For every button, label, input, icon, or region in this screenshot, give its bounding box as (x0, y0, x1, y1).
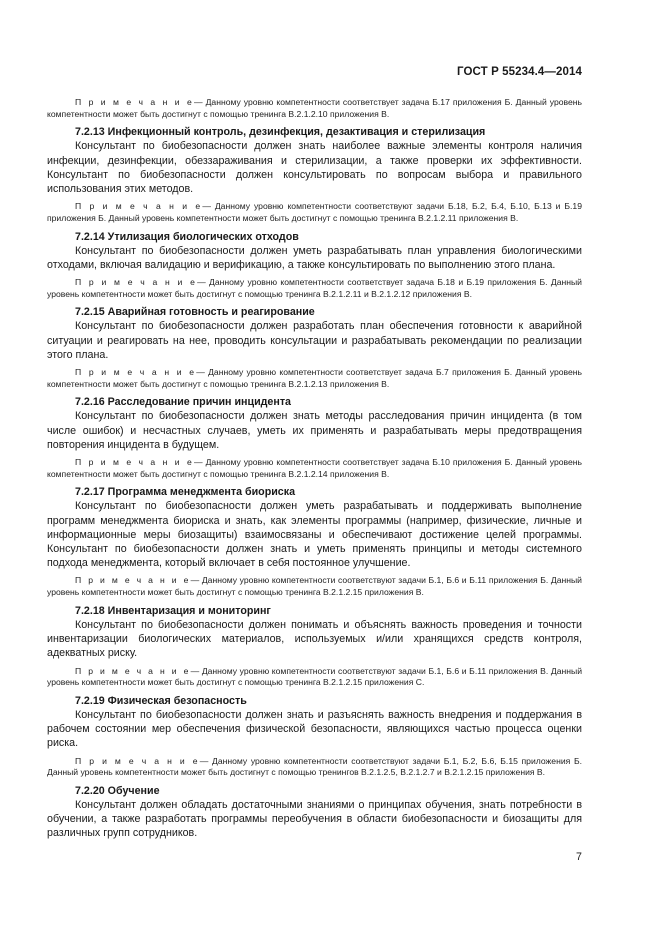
section-title: 7.2.16 Расследование причин инцидента (75, 396, 291, 409)
note-label: П р и м е ч а н и е (75, 201, 203, 212)
note-text: — Данному уровню компетентности соответствуют задачи Б.18, Б.2, Б.4, Б.10, Б.13 и Б.19 приложения Б. Данный уровень компетентности может быть достигнут с помощью тренинга В.2.1.2.11 приложения В. (47, 201, 582, 223)
note-text: — Данному уровню компетентности соответствует задача Б.10 приложения Б. Данный уровень компетентности может быть достигнут с помощью тренинга В.2.1.2.14 приложения В. (47, 457, 582, 479)
document-header: ГОСТ Р 55234.4—2014 (457, 66, 582, 78)
note-text: — Данному уровню компетентности соответствуют задачи Б.1, Б.6 и Б.11 приложения В. Данный уровень компетентности может быть достигнут с помощью тренинга В.2.1.2.15 приложения С. (47, 665, 582, 688)
section-text: Консультант по биобезопасности должен уметь разрабатывать план управления биологическими отходами, включая валидацию и верификацию, а также консультировать по выполнению этого плана. (47, 244, 582, 271)
section-note (47, 367, 582, 390)
section-7-2-14 (47, 230, 582, 301)
note-label: П р и м е ч а н и е (75, 755, 200, 766)
document-body (47, 97, 582, 845)
section-title: 7.2.18 Инвентаризация и мониторинг (75, 604, 271, 617)
note-label: П р и м е ч а н и е (75, 665, 191, 676)
section-text: Консультант по биобезопасности должен знать и разъяснять важность внедрения и поддержания в рабочем состоянии мер обеспечения физической безопасности, являющихся частью процесса оценки риска. (47, 708, 582, 750)
section-title: 7.2.13 Инфекционный контроль, дезинфекция, дезактивация и стерилизация (75, 126, 486, 139)
section-7-2-17 (47, 485, 582, 598)
section-title: 7.2.14 Утилизация биологических отходов (75, 230, 299, 243)
section-note (47, 756, 582, 779)
section-text: Консультант по биобезопасности должен уметь разрабатывать и поддерживать выполнение программ менеджмента биориска и знать, как элементы программы (например, физические, личные и информационные меры биозащиты) взаимосвязаны и обеспечивают достижение целей программы. Консультант по биобезопасности должен знать и уметь применять принципы и методы системного подхода менеджмента, который включает в себя постоянное улучшение. (47, 500, 582, 570)
section-text: Консультант по биобезопасности должен понимать и объяснять важность проведения и точности инвентаризации биологических материалов, используемых и/или хранящихся средств контроля, адекватных риску. (47, 618, 582, 660)
note-text: — Данному уровню компетентности соответствуют задачи Б.1, Б.6 и Б.11 приложения Б. Данный уровень компетентности может быть достигнут с помощью тренинга В.2.1.2.15 приложения В. (47, 575, 582, 598)
section-note (47, 277, 582, 300)
section-7-2-15 (47, 305, 582, 390)
section-7-2-18 (47, 604, 582, 689)
note-text: — Данному уровню компетентности соответствует задача Б.17 приложения Б. Данный уровень компетентности может быть достигнут с помощью тренинга В.2.1.2.10 приложения В. (47, 97, 582, 119)
note-text: — Данному уровню компетентности соответствует задача Б.7 приложения Б. Данный уровень компетентности может быть достигнут с помощью тренинга В.2.1.2.13 приложения В. (47, 367, 582, 389)
note-label: П р и м е ч а н и е (75, 575, 191, 586)
section-title: 7.2.20 Обучение (75, 784, 160, 797)
section-text: Консультант должен обладать достаточными знаниями о принципах обучения, знать потребности в обучении, а также разработать программы переобучения в области биобезопасности и биозащиты для различных групп сотрудников. (47, 798, 582, 840)
section-title: 7.2.19 Физическая безопасность (75, 694, 247, 707)
section-note (47, 457, 582, 480)
intro-note (47, 97, 582, 120)
section-7-2-16 (47, 395, 582, 480)
note-label: П р и м е ч а н и е (75, 277, 198, 288)
note-label: П р и м е ч а н и е (75, 367, 197, 378)
section-title: 7.2.17 Программа менеджмента биориска (75, 486, 296, 499)
section-text: Консультант по биобезопасности должен разработать план обеспечения готовности к аварийной ситуации и реагировать на нее, проводить консультации и разрабатывать рекомендации по реализации этого плана. (47, 320, 582, 361)
section-title: 7.2.15 Аварийная готовность и реагирование (75, 306, 315, 319)
page-number: 7 (576, 851, 582, 863)
section-note (47, 666, 582, 689)
note-label: П р и м е ч а н и е (75, 457, 194, 468)
note-text: — Данному уровню компетентности соответствует задача Б.18 и Б.19 приложения Б. Данный уровень компетентности может быть достигнут с помощью тренинга В.2.1.2.11 и В.2.1.2.12 приложения В. (47, 277, 582, 299)
section-7-2-19 (47, 694, 582, 779)
section-7-2-13 (47, 125, 582, 224)
note-text: — Данному уровню компетентности соответствуют задачи Б.1, Б.2, Б.6, Б.15 приложения Б. Данный уровень компетентности может быть достигнут с помощью тренингов В.2.1.2.5, В.2.1.2.7 и В.2.1.2.15 приложения В. (47, 755, 582, 778)
section-7-2-20 (47, 784, 582, 841)
section-text: Консультант по биобезопасности должен знать методы расследования причин инцидента (в том числе ошибок) и несчастных случаев, уметь их применять и разрабатывать меры предотвращения повторения инцидента в будущем. (47, 410, 582, 451)
section-note (47, 201, 582, 224)
section-text: Консультант по биобезопасности должен знать наиболее важные элементы контроля наличия инфекции, дезинфекции, обеззараживания и стерилизации, а также проверки их эффективности. Консультант по биобезопасности должен консультировать по вопросам выбора и правильного использования этих методов. (47, 140, 582, 196)
section-note (47, 575, 582, 598)
note-label: П р и м е ч а н и е (75, 97, 194, 107)
